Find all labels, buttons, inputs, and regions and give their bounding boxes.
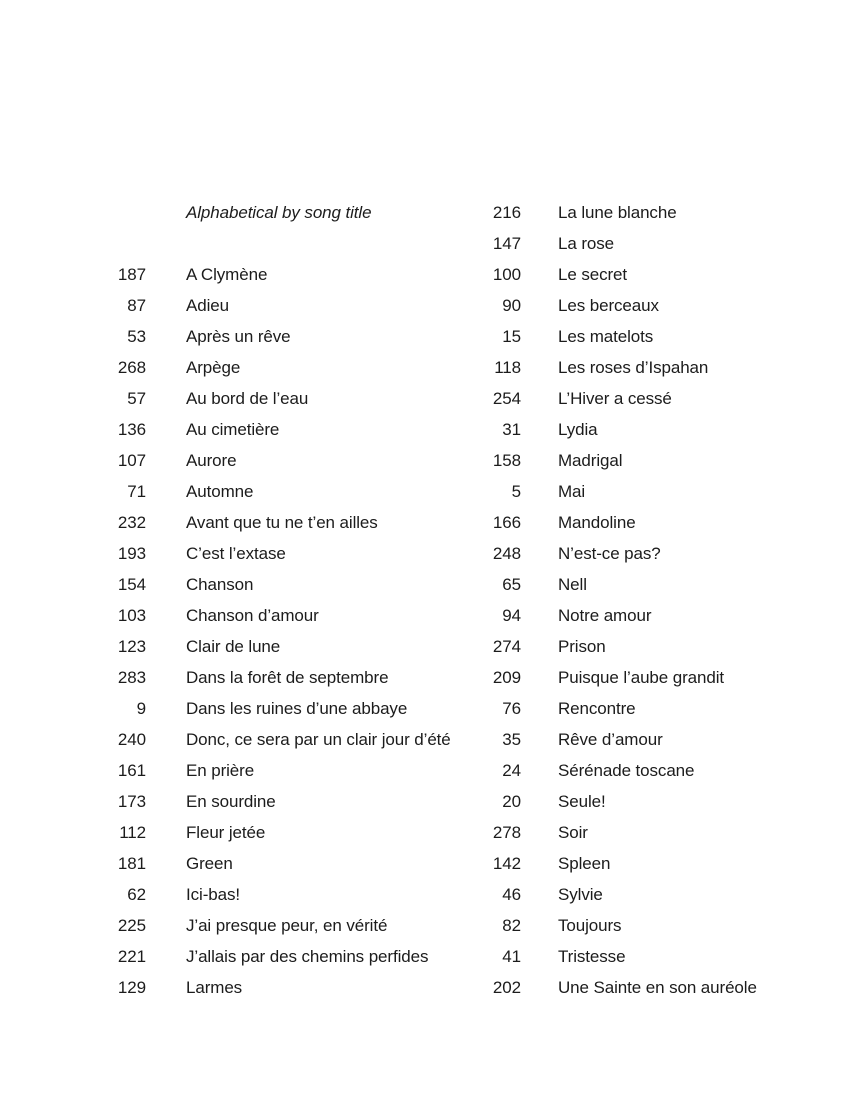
entry-song-title: Sérénade toscane [558,761,695,780]
entry-song-title: Mai [558,482,586,501]
entry-page-number: 100 [492,265,521,284]
index-entry [90,445,500,476]
entry-song-title: Clair de lune [186,637,281,656]
entry-song-title: Après un rêve [186,327,291,346]
entry-song-title: Green [186,854,233,873]
index-entry [90,693,500,724]
entry-song-title: Rêve d’amour [558,730,663,749]
index-entry [90,569,500,600]
entry-song-title: Donc, ce sera par un clair jour d’été [186,730,451,749]
index-entry [90,507,500,538]
entry-song-title: N’est-ce pas? [558,544,661,563]
entry-page-number: 232 [117,513,146,532]
entry-page-number: 76 [502,699,521,718]
index-entry [90,817,500,848]
entry-song-title: Notre amour [558,606,652,625]
entry-page-number: 41 [502,947,521,966]
entry-page-number: 225 [117,916,146,935]
entry-song-title: Mandoline [558,513,636,532]
entry-song-title: Soir [558,823,588,842]
entry-song-title: L’Hiver a cessé [558,389,672,408]
entry-page-number: 46 [502,885,521,904]
index-entry [465,507,855,538]
entry-song-title: Rencontre [558,699,636,718]
entry-page-number: 221 [117,947,146,966]
entry-page-number: 71 [127,482,146,501]
index-entry [465,383,855,414]
entry-song-title: Dans la forêt de septembre [186,668,389,687]
entry-song-title: Madrigal [558,451,623,470]
entry-song-title: Chanson d’amour [186,606,319,625]
index-entry [465,476,855,507]
entry-song-title: La lune blanche [558,203,677,222]
entry-page-number: 254 [492,389,521,408]
index-entry [90,259,500,290]
index-entry [90,321,500,352]
entry-page-number: 87 [127,296,146,315]
index-entry [465,321,855,352]
index-entry [90,910,500,941]
entry-page-number: 112 [119,823,146,842]
entry-song-title: Nell [558,575,587,594]
entry-song-title: Arpège [186,358,241,377]
entry-page-number: 173 [117,792,146,811]
entry-song-title: A Clymène [186,265,268,284]
entry-page-number: 193 [117,544,146,563]
entry-song-title: Tristesse [558,947,626,966]
entry-song-title: Aurore [186,451,237,470]
entry-page-number: 24 [502,761,521,780]
entry-page-number: 274 [492,637,521,656]
entry-page-number: 202 [492,978,521,997]
entry-page-number: 31 [502,420,521,439]
entry-song-title: Avant que tu ne t’en ailles [186,513,378,532]
entry-page-number: 136 [117,420,146,439]
entry-page-number: 103 [117,606,146,625]
index-entry [90,786,500,817]
index-entry [465,228,855,259]
entry-song-title: Puisque l’aube grandit [558,668,725,687]
index-entry [90,352,500,383]
entry-song-title: Adieu [186,296,229,315]
entry-page-number: 278 [492,823,521,842]
entry-song-title: La rose [558,234,615,253]
entry-song-title: Toujours [558,916,622,935]
entry-song-title: Au cimetière [186,420,280,439]
entry-song-title: Les matelots [558,327,654,346]
entry-page-number: 94 [502,606,521,625]
entry-page-number: 123 [117,637,146,656]
entry-page-number: 62 [127,885,146,904]
index-entry [465,941,855,972]
entry-page-number: 161 [117,761,146,780]
entry-page-number: 82 [502,916,521,935]
entry-page-number: 283 [117,668,146,687]
index-header: Alphabetical by song title [186,203,372,222]
entry-page-number: 20 [502,792,521,811]
index-entry [465,352,855,383]
entry-page-number: 166 [492,513,521,532]
entry-song-title: Une Sainte en son auréole [558,978,757,997]
entry-song-title: Prison [558,637,606,656]
entry-page-number: 65 [502,575,521,594]
entry-page-number: 209 [492,668,521,687]
entry-page-number: 248 [492,544,521,563]
entry-song-title: C’est l’extase [186,544,286,563]
entry-song-title: Larmes [186,978,243,997]
index-column-right [465,197,855,1003]
entry-page-number: 154 [117,575,146,594]
entry-song-title: Les roses d’Ispahan [558,358,709,377]
entry-page-number: 5 [511,482,521,501]
index-entry [90,383,500,414]
entry-page-number: 187 [117,265,146,284]
entry-song-title: Les berceaux [558,296,659,315]
entry-song-title: En sourdine [186,792,276,811]
entry-song-title: Fleur jetée [186,823,266,842]
entry-page-number: 240 [117,730,146,749]
index-entry [465,259,855,290]
index-entry [90,600,500,631]
index-entry [465,600,855,631]
index-entry [465,631,855,662]
entry-song-title: Spleen [558,854,611,873]
entry-song-title: Chanson [186,575,254,594]
entry-song-title: Lydia [558,420,598,439]
index-entry [465,879,855,910]
entry-page-number: 53 [127,327,146,346]
index-entry [90,662,500,693]
entry-page-number: 268 [117,358,146,377]
index-entry [465,445,855,476]
header-number-spacer [90,197,146,228]
index-entry [90,290,500,321]
entry-page-number: 57 [127,389,146,408]
header-gap-spacer [90,228,500,259]
entry-page-number: 118 [494,358,521,377]
entry-song-title: En prière [186,761,255,780]
entry-page-number: 15 [502,327,521,346]
index-entry [90,848,500,879]
index-entry [90,538,500,569]
index-entry [465,290,855,321]
entry-page-number: 147 [492,234,521,253]
index-entry [465,538,855,569]
entry-page-number: 90 [502,296,521,315]
entry-song-title: Sylvie [558,885,603,904]
index-entry [90,755,500,786]
entry-page-number: 9 [136,699,146,718]
index-entry [90,414,500,445]
index-entry [465,755,855,786]
entry-song-title: Automne [186,482,254,501]
index-entry [90,972,500,1003]
entry-song-title: J’ai presque peur, en vérité [186,916,388,935]
entry-page-number: 181 [117,854,146,873]
index-entry [465,724,855,755]
index-entry [465,197,855,228]
entry-page-number: 35 [502,730,521,749]
entry-song-title: J’allais par des chemins perfides [186,947,429,966]
index-entry [465,910,855,941]
entry-song-title: Dans les ruines d’une abbaye [186,699,408,718]
index-header-row [90,197,500,228]
entry-song-title: Au bord de l’eau [186,389,309,408]
index-entry [465,662,855,693]
index-entry [90,724,500,755]
index-entry [90,631,500,662]
index-entry [465,569,855,600]
index-entry [465,693,855,724]
index-entry [90,941,500,972]
entry-song-title: Le secret [558,265,628,284]
index-entry [465,414,855,445]
entry-page-number: 216 [492,203,521,222]
index-entry [465,817,855,848]
index-entry [465,972,855,1003]
index-column-left [90,197,500,1003]
index-entry [465,786,855,817]
entry-page-number: 158 [492,451,521,470]
entry-song-title: Ici-bas! [186,885,240,904]
entry-page-number: 107 [117,451,146,470]
entry-song-title: Seule! [558,792,606,811]
index-entry [465,848,855,879]
entry-page-number: 142 [492,854,521,873]
index-entry [90,476,500,507]
index-entry [90,879,500,910]
entry-page-number: 129 [117,978,146,997]
